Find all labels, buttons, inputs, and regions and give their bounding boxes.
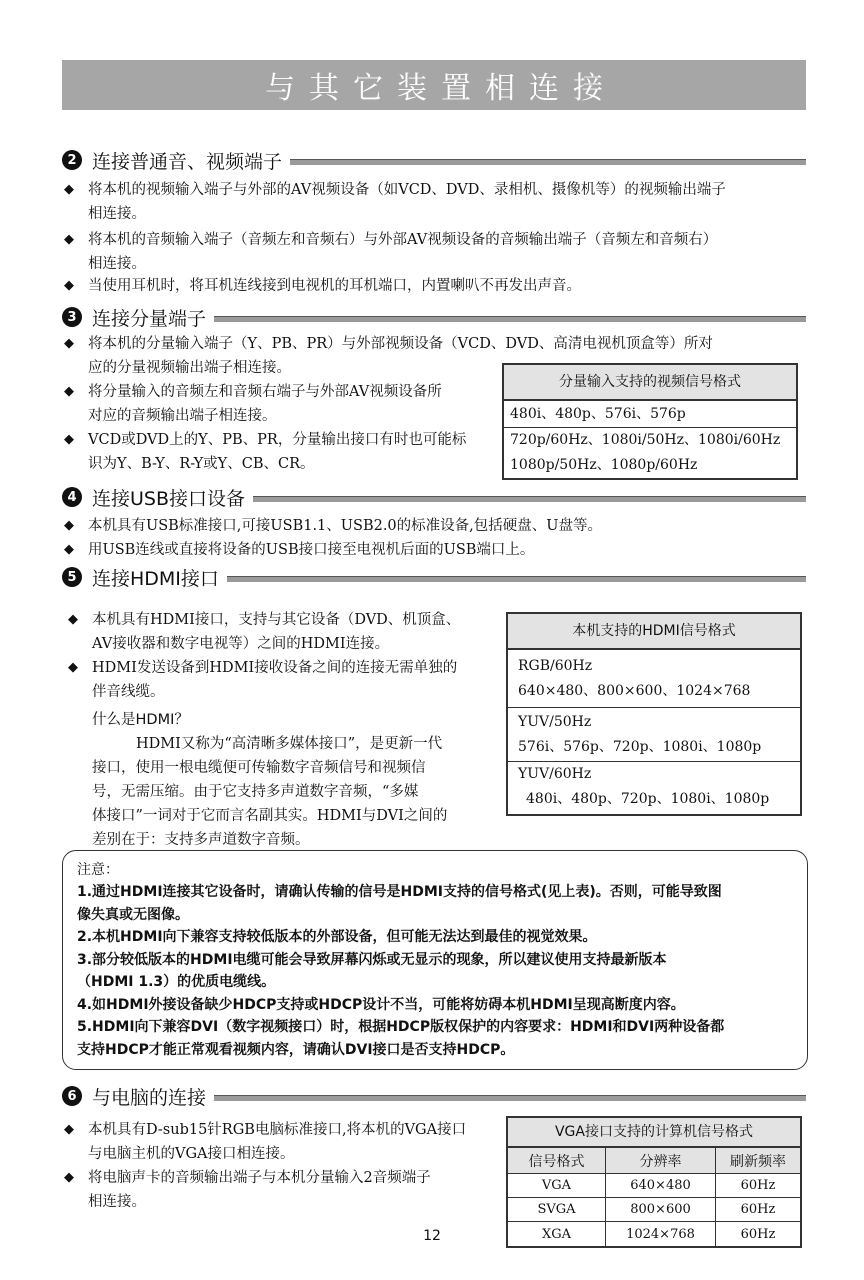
table-row: 720p/60Hz、1080i/50Hz、1080i/60Hz [510, 432, 781, 448]
component-format-table [502, 363, 798, 480]
section-2-rule [290, 159, 806, 165]
section-4-title: 连接USB接口设备 [92, 487, 246, 510]
column-header: 刷新频率 [730, 1153, 786, 1170]
column-header: 分辨率 [606, 1148, 716, 1173]
page-title-bar [62, 60, 806, 110]
section-5-rule [227, 576, 806, 582]
bullet-diamond-icon: ◆ [64, 1170, 74, 1185]
what-is-hdmi-title: 什么是HDMI？ [92, 712, 189, 728]
table-row: XGA 1024×768 60Hz [508, 1222, 800, 1246]
table-row: 480i、480p、576i、576p [504, 401, 796, 428]
bullet-diamond-icon: ◆ [64, 432, 74, 447]
section-3-rule [214, 316, 806, 322]
section-4-number: 4 [62, 487, 82, 507]
section-3-bullet-1: ◆ 将本机的分量输入端子（Y、PB、PR）与外部视频设备（VCD、DVD、高清电视机顶盒等）所对 应的分量视频输出端子相连接。 [88, 332, 808, 380]
section-2-bullet-2: ◆ 将本机的音频输入端子（音频左和音频右）与外部AV视频设备的音频输出端子（音频左和音频右） 相连接。 [88, 228, 808, 276]
section-3-bullet-3: ◆ VCD或DVD上的Y、PB、PR，分量输出接口有时也可能标 识为Y、B-Y、R-Y或Y、CB、CR。 [88, 428, 498, 476]
notice-line: 支持HDCP才能正常观看视频内容，请确认DVI接口是否支持HDCP。 [77, 1041, 515, 1058]
table-row: 1080p/50Hz、1080p/60Hz [510, 457, 698, 473]
column-header: 信号格式 [508, 1148, 606, 1173]
notice-line: 2.本机HDMI向下兼容支持较低版本的外部设备，但可能无法达到最佳的视觉效果。 [77, 929, 597, 945]
bullet-diamond-icon: ◆ [68, 660, 78, 675]
section-2-number: 2 [62, 150, 82, 170]
what-is-hdmi-body: HDMI又称为“高清晰多媒体接口”，是更新一代 接口，使用一根电缆便可传输数字音频信号和视频信 号，无需压缩。由于它支持多声道数字音频，“多媒 体接口”一词对于它而言名副其实。HDMI与DVI之间的 差别在于：支持多声道数字音频。 [92, 736, 448, 848]
notice-title: 注意： [77, 862, 119, 878]
bullet-diamond-icon: ◆ [64, 278, 74, 293]
table-header: 本机支持的HDMI信号格式 [508, 614, 800, 650]
bullet-diamond-icon: ◆ [64, 336, 74, 351]
section-5-header [62, 564, 806, 590]
table-row: SVGA 800×600 60Hz [508, 1198, 800, 1222]
section-4-header [62, 484, 806, 510]
section-2-header [62, 147, 806, 173]
bullet-diamond-icon: ◆ [68, 612, 78, 627]
table-row: YUV/60Hz 480i、480p、720p、1080i、1080p [518, 766, 770, 807]
page-number: 12 [423, 1228, 441, 1244]
bullet-diamond-icon: ◆ [64, 384, 74, 399]
notice-line: （HDMI 1.3）的优质电缆线。 [77, 974, 276, 990]
section-6-rule [214, 1095, 806, 1101]
section-5-title: 连接HDMI接口 [92, 567, 219, 590]
bullet-diamond-icon: ◆ [64, 182, 74, 197]
notice-line: 3.部分较低版本的HDMI电缆可能会导致屏幕闪烁或无显示的现象，所以建议使用支持最新版本 [77, 951, 667, 968]
notice-line: 4.如HDMI外接设备缺少HDCP支持或HDCP设计不当，可能将妨碍本机HDMI呈现高断度内容。 [77, 996, 685, 1013]
bullet-diamond-icon: ◆ [64, 542, 74, 557]
section-5-bullet-2: ◆ HDMI发送设备到HDMI接收设备之间的连接无需单独的 伴音线缆。 [92, 656, 502, 704]
section-3-number: 3 [62, 307, 82, 327]
table-row: VGA 640×480 60Hz [508, 1174, 800, 1198]
section-2-bullet-1: ◆ 将本机的视频输入端子与外部的AV视频设备（如VCD、DVD、录相机、摄像机等）的视频输出端子 相连接。 [88, 178, 808, 226]
notice-line: 1.通过HDMI连接其它设备时，请确认传输的信号是HDMI支持的信号格式(见上表)。否则，可能导致图 [77, 884, 722, 900]
notice-box [62, 850, 808, 1070]
section-3-bullet-2: ◆ 将分量输入的音频左和音频右端子与外部AV视频设备所 对应的音频输出端子相连接。 [88, 380, 498, 428]
table-header-row [508, 1148, 800, 1174]
section-2-bullet-3: ◆ 当使用耳机时，将耳机连线接到电视机的耳机端口，内置喇叭不再发出声音。 [88, 274, 808, 298]
section-4-bullet-1: ◆ 本机具有USB标准接口,可接USB1.1、USB2.0的标准设备,包括硬盘、U盘等。 [88, 514, 808, 538]
table-row: YUV/50Hz 576i、576p、720p、1080i、1080p [508, 708, 800, 762]
notice-line: 像失真或无图像。 [77, 906, 189, 923]
section-4-rule [253, 496, 806, 502]
bullet-diamond-icon: ◆ [64, 518, 74, 533]
section-6-title: 与电脑的连接 [92, 1086, 207, 1109]
section-2-title: 连接普通音、视频端子 [92, 150, 283, 173]
bullet-diamond-icon: ◆ [64, 232, 74, 247]
table-header: VGA接口支持的计算机信号格式 [508, 1118, 800, 1148]
page-title: 与其它装置相连接 [265, 71, 617, 106]
section-3-title: 连接分量端子 [92, 307, 207, 330]
section-6-bullet-2: ◆ 将电脑声卡的音频输出端子与本机分量输入2音频端子 相连接。 [88, 1166, 502, 1214]
section-6-bullet-1: ◆ 本机具有D-sub15针RGB电脑标准接口,将本机的VGA接口 与电脑主机的VGA接口相连接。 [88, 1118, 502, 1166]
section-3-header [62, 304, 806, 330]
section-4-bullet-2: ◆ 用USB连线或直接将设备的USB接口接至电视机后面的USB端口上。 [88, 538, 808, 562]
table-row: RGB/60Hz 640×480、800×600、1024×768 [508, 650, 800, 708]
bullet-diamond-icon: ◆ [64, 1122, 74, 1137]
table-header: 分量输入支持的视频信号格式 [504, 365, 796, 401]
section-6-number: 6 [62, 1086, 82, 1106]
section-6-header [62, 1083, 806, 1109]
hdmi-format-table [506, 612, 802, 816]
section-5-bullet-1: ◆ 本机具有HDMI接口，支持与其它设备（DVD、机顶盒、 AV接收器和数字电视等）之间的HDMI连接。 [92, 608, 502, 656]
section-5-number: 5 [62, 567, 82, 587]
notice-line: 5.HDMI向下兼容DVI（数字视频接口）时，根据HDCP版权保护的内容要求：HDMI和DVI两种设备都 [77, 1019, 725, 1035]
